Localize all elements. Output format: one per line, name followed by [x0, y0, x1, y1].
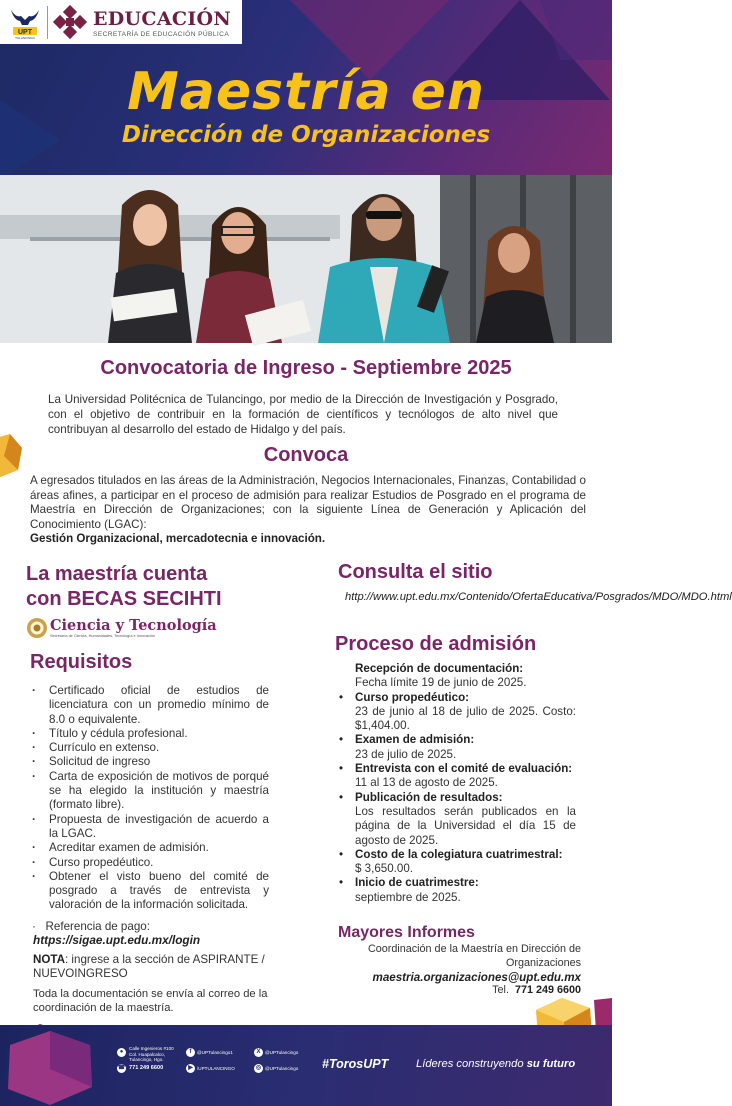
upt-logo-sub: TULANCINGO: [15, 36, 35, 40]
step-detail: 11 al 13 de agosto de 2025.: [355, 776, 498, 790]
footer-facebook[interactable]: @UPTulancingo1: [197, 1050, 233, 1055]
x-icon[interactable]: X: [254, 1048, 263, 1057]
location-icon: ●: [117, 1048, 126, 1057]
becas-title: [26, 562, 286, 612]
convocatoria-title: Convocatoria de Ingreso - Septiembre 2025: [100, 357, 512, 379]
list-item: [336, 848, 576, 877]
step-detail: septiembre de 2025.: [355, 890, 461, 904]
tel-number[interactable]: 771 249 6600: [514, 984, 581, 997]
facebook-icon[interactable]: f: [186, 1048, 195, 1057]
sep-emblem-icon: [54, 6, 86, 38]
main-title: Maestría en: [127, 62, 485, 122]
step-title: Publicación de resultados:: [355, 790, 503, 804]
slogan-a: Líderes construyendo: [416, 1058, 524, 1070]
proceso-list: [336, 662, 576, 905]
eagle-seal-icon: [26, 617, 48, 639]
brand-title: EDUCACIÓN: [93, 8, 232, 30]
step-detail: 23 de junio al 18 de julio de 2025. Costo: $1,404.00.: [355, 704, 576, 733]
consulta-title: Consulta el sitio: [338, 561, 493, 583]
step-title: Curso propedéutico:: [355, 690, 470, 704]
footer-youtube[interactable]: /UPTULANCINGO: [197, 1066, 235, 1071]
step-title: Entrevista con el comité de evaluación:: [355, 762, 573, 776]
tel-label: Tel.: [492, 984, 509, 997]
list-item: · Solicitud de ingreso: [32, 755, 269, 769]
footer-phone[interactable]: 771 249 6600: [129, 1065, 164, 1071]
list-item: · Propuesta de investigación de acuerdo a la LGAC.: [32, 813, 269, 842]
docs-note: Toda la documentación se envía al correo de la coordinación de la maestría.: [33, 988, 268, 1015]
requisitos-title: Requisitos: [30, 651, 133, 673]
upt-logo-text: UPT: [18, 29, 32, 36]
list-item: · Curso propedéutico.: [32, 856, 269, 870]
list-item: [336, 791, 576, 848]
step-title: Examen de admisión:: [355, 733, 475, 747]
lgac-text: Gestión Organizacional, mercadotecnia e innovación.: [30, 532, 326, 545]
phone-icon: ☎: [117, 1065, 126, 1071]
slogan-b: su futuro: [526, 1058, 576, 1070]
list-item: [336, 876, 576, 905]
step-detail: $ 3,650.00.: [355, 862, 414, 876]
nota-label: NOTA: [33, 953, 65, 966]
requisitos-list: [32, 684, 269, 913]
list-item: · Certificado oficial de estudios de licenciatura con un promedio mínimo de 8.0 o equivalente.: [32, 684, 269, 727]
students-photo: [0, 175, 612, 343]
pago-link[interactable]: https://sigae.upt.edu.mx/login: [33, 933, 201, 947]
decor-hex-icon: [0, 1025, 120, 1106]
footer-address: Calle Ingenieros #100 Col. Huapalcalco, Tulancingo, Hgo.: [129, 1046, 174, 1062]
pago-label-text: Referencia de pago:: [45, 920, 150, 933]
list-item: · Currículo en extenso.: [32, 741, 269, 755]
mayores-coordinacion: Coordinación de la Maestría en Dirección de Organizaciones: [367, 943, 581, 969]
list-item: · Acreditar examen de admisión.: [32, 841, 269, 855]
step-title: Inicio de cuatrimestre:: [355, 876, 479, 890]
ciencia-logo-name: Ciencia y Tecnología: [50, 617, 217, 634]
ciencia-logo-sub: Secretaría de Ciencia, Humanidades, Tecnología e Innovación: [50, 634, 156, 638]
becas-title-line1: La maestría cuenta: [26, 563, 208, 585]
intro-paragraph: La Universidad Politécnica de Tulancingo, por medio de la Dirección de Investigación y Posgrado, con el objetivo de contribuir en la formación de científicos y tecnólogos de alto nivel que contribuyan al desarrollo del estado de Hidalgo y del país.: [48, 393, 558, 436]
step-title: Recepción de documentación:: [355, 662, 524, 675]
youtube-icon[interactable]: ▶: [186, 1064, 195, 1073]
mayores-info: [330, 943, 581, 998]
brand-subtitle: SECRETARÍA DE EDUCACIÓN PÚBLICA: [93, 31, 230, 38]
students-illustration: [0, 175, 612, 343]
becas-title-line2: con BECAS SECIHTI: [26, 588, 222, 610]
step-detail: Fecha límite 19 de junio de 2025.: [355, 676, 527, 690]
instagram-icon[interactable]: ◎: [255, 1065, 262, 1071]
list-item: · Carta de exposición de motivos de porqué se ha elegido la institución y maestría (formato libre).: [32, 770, 269, 813]
logo-divider: [47, 6, 48, 39]
convoca-paragraph: [30, 474, 586, 547]
list-item: [336, 762, 576, 791]
list-item: [336, 662, 576, 691]
decor-hex-icon: [520, 0, 612, 60]
proceso-title: Proceso de admisión: [335, 633, 537, 655]
step-detail: 23 de julio de 2025.: [355, 747, 457, 761]
footer-hashtag: #TorosUPT: [322, 1057, 389, 1071]
convoca-title: Convoca: [263, 444, 349, 466]
step-title: Costo de la colegiatura cuatrimestral:: [355, 847, 563, 861]
list-item: [336, 691, 576, 734]
nota-text: [33, 953, 273, 982]
convoca-text: A egresados titulados en las áreas de la Administración, Negocios Internacionales, Finanzas, Contabilidad o áreas afines, a participar en el proceso de admisión para realizar Estudios de Posgrado en el programa de Maestría en Dirección de Organizaciones; con la siguiente Línea de Generación y Aplicación del Conocimiento (LGAC):: [30, 474, 586, 531]
footer-slogan: [416, 1058, 575, 1070]
upt-bull-logo-icon: [8, 6, 42, 40]
mayores-title: Mayores Informes: [338, 924, 475, 941]
footer-x[interactable]: @UPTulancingo: [265, 1050, 299, 1055]
list-item: · Obtener el visto bueno del comité de posgrado a través de entrevista y valoración de la información solicitada.: [32, 870, 269, 913]
pago-label: · Referencia de pago:: [32, 920, 150, 933]
list-item: [336, 733, 576, 762]
footer-instagram[interactable]: @UPTulancingo: [265, 1066, 299, 1071]
step-detail: Los resultados serán publicados en la página de la Universidad el día 15 de agosto de 2025.: [355, 804, 576, 847]
sub-title: Dirección de Organizaciones: [121, 122, 491, 148]
mayores-email-link[interactable]: maestria.organizaciones@upt.edu.mx: [372, 970, 581, 984]
consulta-link[interactable]: http://www.upt.edu.mx/Contenido/OfertaEducativa/Posgrados/MDO/MDO.html: [345, 591, 732, 603]
list-item: · Título y cédula profesional.: [32, 727, 269, 741]
nota-body: : ingrese a la sección de ASPIRANTE / NUEVOINGRESO: [33, 953, 265, 981]
